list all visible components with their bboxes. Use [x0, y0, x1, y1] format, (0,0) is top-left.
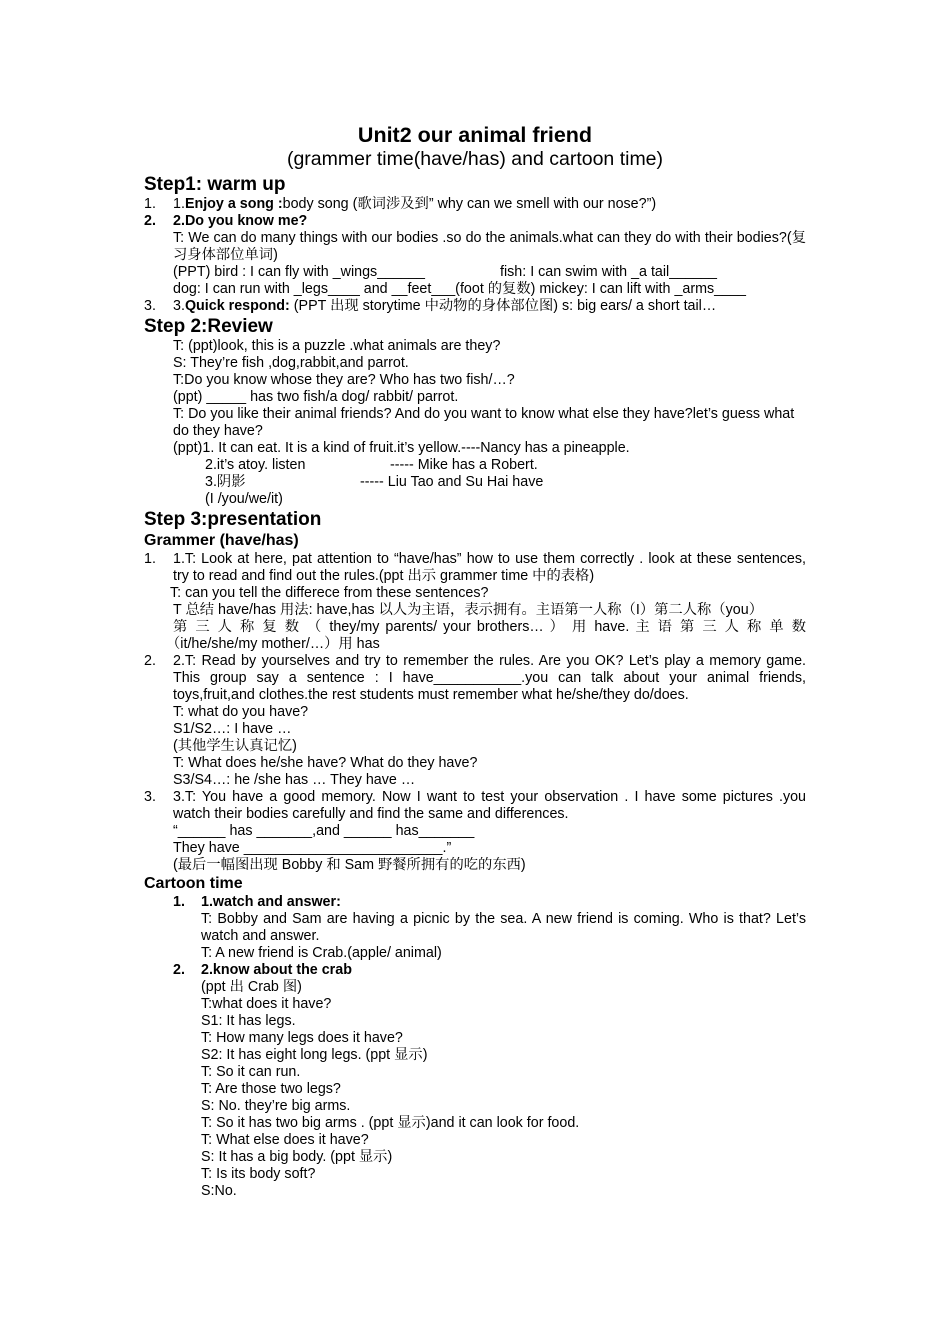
- step2-line-8: [144, 474, 806, 491]
- step3-item-3-line-1: “______ has _______,and ______ has_______: [173, 823, 475, 839]
- cartoon-item-2-line-13: S:No.: [201, 1183, 237, 1199]
- step2-line-1: T: (ppt)look, this is a puzzle .what animals are they?: [173, 338, 501, 354]
- step3-item-2-line-5: S3/S4…: he /she has … They have …: [173, 772, 416, 788]
- step1-item-2-line-3: dog: I can run with _legs____ and __feet___(foot 的复数) mickey: I can lift with _arms____: [173, 281, 746, 297]
- step3-item-3-text: 3.T: You have a good memory. Now I want to test your observation . I have some pictures .you watch their bodies carefully and find the same and differences.: [173, 789, 806, 822]
- step1-item-2-number: 2.: [144, 213, 156, 229]
- document-subtitle: (grammer time(have/has) and cartoon time): [286, 148, 664, 170]
- cartoon-item-1-number: 1.: [173, 894, 185, 910]
- step3-item-2-line-2: S1/S2…: I have …: [173, 721, 292, 737]
- cartoon-item-2-line-12: T: Is its body soft?: [201, 1166, 316, 1182]
- step2-line-7a: 2.it’s atoy. listen: [205, 457, 306, 473]
- document-content: [144, 122, 806, 1200]
- step3-item-3: [144, 789, 806, 823]
- step3-heading: Step 3:presentation: [144, 509, 322, 530]
- step1-item-2-bold: Do you know me?: [184, 213, 308, 229]
- step3-item-1-line-5: （it/he/she/my mother/…）用 has: [166, 636, 380, 652]
- step1-item-1-bold: Enjoy a song :: [184, 196, 283, 212]
- step3-item-2-number: 2.: [144, 653, 156, 669]
- step3-item-1: [144, 551, 806, 585]
- grammar-heading: Grammer (have/has): [144, 532, 299, 549]
- cartoon-heading: Cartoon time: [144, 875, 243, 892]
- step1-item-2-prefix: 2.: [173, 213, 185, 229]
- step1-item-2-line-1: T: We can do many things with our bodies .so do the animals.what can they do with their bodies?(复习身体部位单词): [173, 230, 806, 263]
- cartoon-item-2-title: 2.know about the crab: [201, 962, 352, 978]
- cartoon-item-2-line-11: S: It has a big body. (ppt 显示): [201, 1149, 393, 1165]
- step1-item-3-bold: Quick respond:: [184, 298, 290, 314]
- step3-item-3-line-2: They have _________________________.”: [173, 840, 452, 856]
- step1-item-2-line-2: [144, 264, 806, 281]
- cartoon-item-1-line-2: T: A new friend is Crab.(apple/ animal): [201, 945, 442, 961]
- cartoon-item-2-line-6: T: So it can run.: [201, 1064, 301, 1080]
- cartoon-item-2-line-8: S: No. they’re big arms.: [201, 1098, 351, 1114]
- step2-line-2: S: They’re fish ,dog,rabbit,and parrot.: [173, 355, 409, 371]
- step1-item-2-line-2b: fish: I can swim with _a tail______: [500, 264, 717, 280]
- step2-line-6: (ppt)1. It can eat. It is a kind of fruit.it’s yellow.----Nancy has a pineapple.: [173, 440, 630, 456]
- step2-line-9: (I /you/we/it): [205, 491, 283, 507]
- step2-line-7: [144, 457, 806, 474]
- step1-item-3-number: 3.: [144, 298, 156, 314]
- step1-item-2-line-2a: (PPT) bird : I can fly with _wings______: [173, 264, 425, 280]
- step1-item-1-number: 1.: [144, 196, 156, 212]
- cartoon-item-2-line-5: S2: It has eight long legs. (ppt 显示): [201, 1047, 428, 1063]
- cartoon-item-2-line-7: T: Are those two legs?: [201, 1081, 341, 1097]
- step2-line-5: T: Do you like their animal friends? And do you want to know what else they have?let’s guess what do they have?: [173, 406, 795, 439]
- step1-item-3: [144, 298, 806, 315]
- step2-heading: Step 2:Review: [144, 316, 273, 337]
- cartoon-item-2-line-9: T: So it has two big arms . (ppt 显示)and it can look for food.: [201, 1115, 580, 1131]
- step3-item-1-line-2: T: can you tell the differece from these sentences?: [170, 585, 489, 601]
- step2-line-8b: ----- Liu Tao and Su Hai have: [360, 474, 544, 490]
- cartoon-item-2-number: 2.: [173, 962, 185, 978]
- cartoon-item-2-line-3: S1: It has legs.: [201, 1013, 296, 1029]
- cartoon-item-2-line-4: T: How many legs does it have?: [201, 1030, 403, 1046]
- step3-item-1-text: 1.T: Look at here, pat attention to “have/has” how to use them correctly . look at these sentences, try to read and find out the rules.(ppt 出示 grammer time 中的表格): [173, 551, 806, 584]
- document-title: Unit2 our animal friend: [357, 123, 593, 147]
- cartoon-item-2-line-1: (ppt 出 Crab 图): [201, 979, 302, 995]
- step3-item-3-number: 3.: [144, 789, 156, 805]
- cartoon-item-1-text: T: Bobby and Sam are having a picnic by the sea. A new friend is coming. Who is that? Let’s watch and answer.: [201, 911, 806, 944]
- cartoon-item-2-line-10: T: What else does it have?: [201, 1132, 369, 1148]
- step1-item-1-text: body song (歌词涉及到” why can we smell with our nose?”): [282, 196, 657, 212]
- step3-item-2: [144, 653, 806, 704]
- step2-line-7b: ----- Mike has a Robert.: [390, 457, 538, 473]
- step2-line-8a: 3.阴影: [205, 474, 246, 490]
- step3-item-2-text: 2.T: Read by yourselves and try to remember the rules. Are you OK? Let’s play a memory game. This group say a sentence : I have___________.you can talk about your animal friends, toys,fruit,and clothes.the rest students must remember what he/she/they do/does.: [173, 653, 806, 703]
- step1-item-1: [144, 196, 806, 213]
- cartoon-item-1: [144, 894, 806, 911]
- cartoon-item-1-title: 1.watch and answer:: [201, 894, 341, 910]
- step3-item-2-line-1: T: what do you have?: [173, 704, 309, 720]
- step3-item-2-line-4: T: What does he/she have? What do they have?: [173, 755, 478, 771]
- step3-item-3-line-3: (最后一幅图出现 Bobby 和 Sam 野餐所拥有的吃的东西): [173, 857, 526, 873]
- step3-item-1-number: 1.: [144, 551, 156, 567]
- cartoon-item-2-line-2: T:what does it have?: [201, 996, 332, 1012]
- step2-line-4: (ppt) _____ has two fish/a dog/ rabbit/ parrot.: [173, 389, 459, 405]
- step1-item-1-prefix: 1.: [173, 196, 185, 212]
- step3-item-2-line-3: (其他学生认真记忆): [173, 738, 297, 754]
- step3-item-1-line-3: T 总结 have/has 用法: have,has 以人为主语，表示拥有。主语第一人称（I）第二人称（you）: [173, 602, 763, 618]
- step1-item-2: [144, 213, 806, 230]
- step1-item-3-text: (PPT 出现 storytime 中动物的身体部位图) s: big ears/ a short tail…: [289, 298, 717, 314]
- step1-item-3-prefix: 3.: [173, 298, 185, 314]
- step1-heading: Step1: warm up: [144, 174, 286, 195]
- cartoon-item-2: [144, 962, 806, 979]
- step3-item-1-line-4: 第 三 人 称 复 数 （ they/my parents/ your brothers… ） 用 have. 主 语 第 三 人 称 单 数: [173, 619, 806, 635]
- step2-line-3: T:Do you know whose they are? Who has two fish/…?: [173, 372, 515, 388]
